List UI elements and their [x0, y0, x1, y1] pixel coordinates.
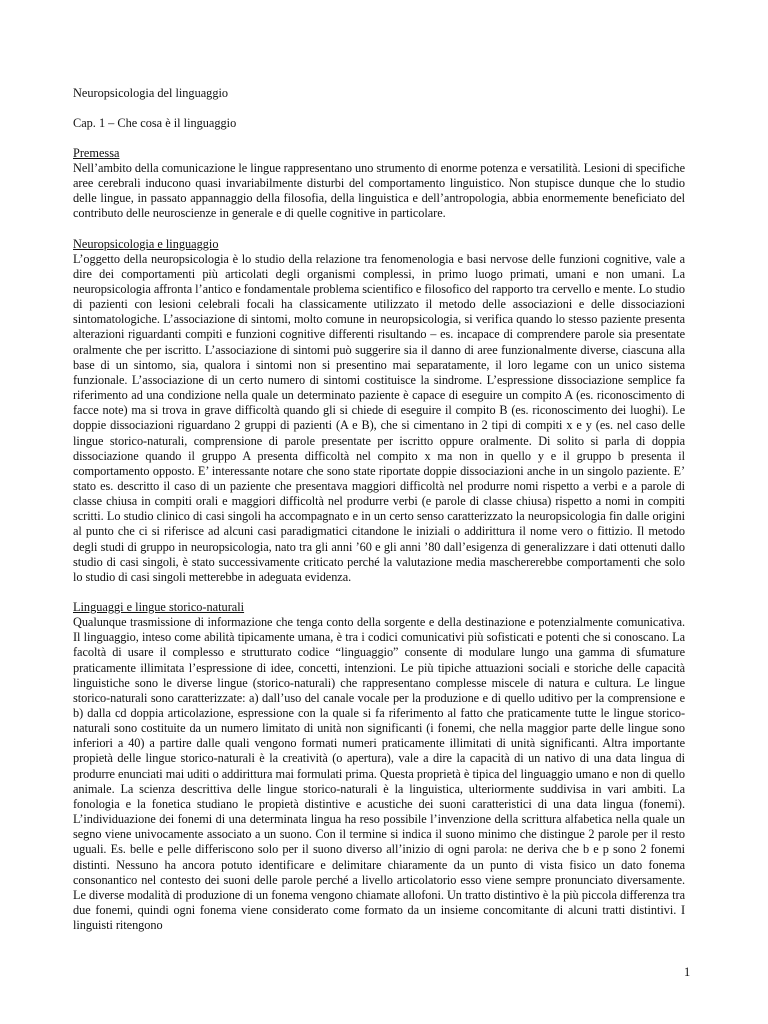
- section-paragraph: Qualunque trasmissione di informazione che tenga conto della sorgente e della destinazione e potenzialmente comunicativa. Il linguaggio, inteso come abilità tipicamente umana, è tra i codici comunicativi più sofisticati e potenti che si conoscano. La facoltà di usare il complesso e strutturato codice “linguaggio” consente di modulare lungo una gamma di sfumature praticamente illimitata l’espressione di idee, concetti, intenzioni. Le più tipiche attuazioni sociali e storiche delle capacità linguistiche sono le diverse lingue (storico-naturali) che rappresentano complesse miscele di natura e cultura. Le lingue storico-naturali sono caratterizzate: a) dall’uso del canale vocale per la produzione e di quello uditivo per la comprensione e b) dalla cd doppia articolazione, espressione con la quale si fa riferimento al fatto che praticamente tutte le lingue storico-naturali sono costituite da un numero limitato di unità non significanti (i fonemi, che nella maggior parte delle lingue sono inferiori a 40) a partire dalle quali vengono formati numeri praticamente illimitati di unità significanti. Altra importante propietà delle lingue storico-naturali è la creatività (o apertura), vale a dire la capacità di un nativo di una data lingua di produrre enunciati mai uditi o addirittura mai formulati prima. Questa proprietà è tipica del linguaggio umano e non di quello animale. La scienza descrittiva delle lingue storico-naturali è la linguistica, ulteriormente suddivisa in vari ambiti. La fonologia e la fonetica studiano le propietà distintive e acustiche dei suoni caratteristici di una data lingua (fonemi). L’individuazione dei fonemi di una determinata lingua ha reso possibile l’invenzione della scrittura alfabetica nella quale un segno viene univocamente associato a un suono. Con il termine si indica il suono minimo che distingue 2 parole per il resto uguali. Es. belle e pelle differiscono solo per il suono diverso all’inizio di ogni parola: ne deriva che b e p sono 2 fonemi distinti. Nessuno ha ancora potuto identificare e delimitare chiaramente da un punto di vista fisico un dato fonema consonantico nel contesto dei suoni delle parole perché a livello articolatorio esso viene sempre pronunciato diversamente. Le diverse modalità di produzione di un fonema vengono chiamate allofoni. Un tratto distintivo è la più piccola differenza tra due fonemi, quindi ogni fonema viene considerato come formato da un insieme concomitante di alcuni tratti distintivi. I linguisti ritengono: [73, 615, 685, 933]
- section-linguaggi: [73, 600, 685, 933]
- document-title: Neuropsicologia del linguaggio: [73, 86, 229, 100]
- section-paragraph: L’oggetto della neuropsicologia è lo studio della relazione tra fenomenologia e basi nervose delle funzioni cognitive, vale a dire dei comportamenti più articolati degli organismi complessi, in primo luogo primati, umani e non umani. La neuropsicologia affronta l’antico e fondamentale problema scientifico e filosofico del rapporto tra cervello e mente. Lo studio di pazienti con lesioni celebrali focali ha classicamente utilizzato il metodo delle associazioni e delle dissociazioni sintomatologiche. L’associazione di sintomi, molto comune in neuropsicologia, si verifica quando lo stesso paziente presenta alterazioni riguardanti compiti e funzioni cognitive differenti risultando – es. incapace di comprendere parole sia presentate oralmente che per iscritto. L’associazione di sintomi può suggerire sia il danno di aree funzionalmente diverse, ciascuna alla base di un sintomo, sia, qualora i sintomi non si presentino mai separatamente, il loro legame con un unico sistema funzionale. L’associazione di un certo numero di sintomi costituisce la sindrome. L’espressione dissociazione semplice fa riferimento ad una condizione nella quale un determinato paziente è capace di eseguire un compito A (es. riconoscimento di facce note) ma si trova in grave difficoltà quando gli si chiede di eseguire il compito B (es. riconoscimento dei luoghi). Le doppie dissociazioni riguardano 2 gruppi di pazienti (A e B), che si cimentano in 2 tipi di compiti x e y (es. nel caso delle lingue storico-naturali, comprensione di parole presentate per iscritto oppure oralmente. Di solito si parla di doppia dissociazione quando il gruppo A presenta difficoltà nel compito x ma non in quello y e il gruppo b presenta il comportamento opposto. E’ interessante notare che sono state riportate doppie dissociazioni anche in un singolo paziente. E’ stato es. descritto il caso di un paziente che presentava maggiori difficoltà nel produrre nomi rispetto a verbi e a parole di classe chiusa in compiti orali e maggiori difficoltà nel produrre verbi (e parole di classe chiusa) rispetto a nomi in compiti scritti. Lo studio clinico di casi singoli ha accompagnato e in un certo senso caratterizzato la neuropsicologia fin dalle origini al punto che ci si riferisce ad alcuni casi paradigmatici citandone le iniziali o addirittura il nome vero o fittizio. Il metodo degli studi di gruppo in neuropsicologia, nato tra gli anni ’60 e gli anni ’80 dall’esigenza di generalizzare i dati ottenuti dallo studio di casi singoli, è stato successivamente criticato perché la valutazione media maschererebbe comportamenti che solo lo studio di casi singoli metterebbe in adeguata evidenza.: [73, 251, 685, 584]
- section-heading: Premessa: [73, 146, 120, 160]
- section-paragraph: Nell’ambito della comunicazione le lingue rappresentano uno strumento di enorme potenza e versatilità. Lesioni di specifiche aree cerebrali inducono quasi invariabilmente disturbi del comportamento linguistico. Non stupisce dunque che lo studio delle lingue, in passato appannaggio della filosofia, della linguistica e dell’antropologia, abbia enormemente beneficiato del contributo delle neuroscienze in generale e di quelle cognitive in particolare.: [73, 161, 685, 221]
- section-heading: Neuropsicologia e linguaggio: [73, 236, 219, 251]
- section-neuropsicologia: [73, 237, 685, 585]
- page-number: 1: [684, 965, 691, 979]
- chapter-title: Cap. 1 – Che cosa è il linguaggio: [73, 116, 237, 130]
- section-premessa: [73, 146, 685, 222]
- document-page: [73, 86, 685, 948]
- section-heading: Linguaggi e lingue storico-naturali: [73, 600, 245, 615]
